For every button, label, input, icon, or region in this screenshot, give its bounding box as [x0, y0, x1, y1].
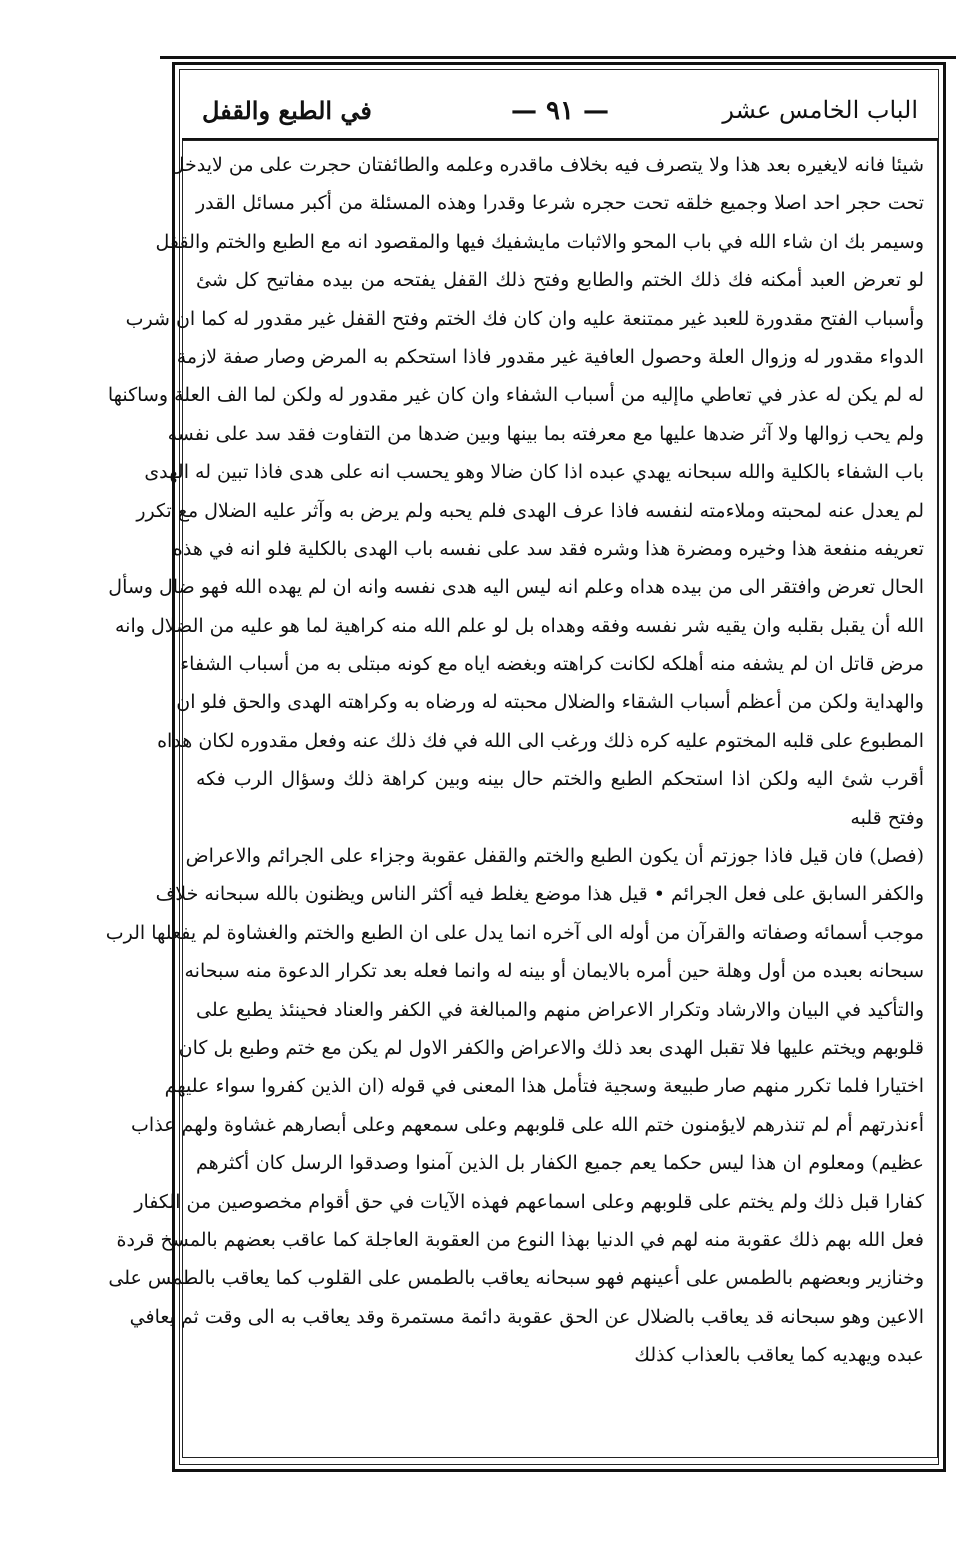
text-line: المطبوع على قلبه المختوم عليه كره ذلك ورغب الى الله في فك ذلك عنه وفعل مقدوره لكان هداه: [157, 729, 924, 752]
text-line: عظيم) ومعلوم ان هذا ليس حكما يعم جميع الكفار بل الذين آمنوا وصدقوا الرسل كان أكثرهم: [196, 1152, 924, 1175]
top-rule: [160, 56, 956, 59]
text-line: والتأكيد في البيان والارشاد وتكرار الاعراض منهم والمبالغة في الكفر والعناد فحينئذ يطبع على: [196, 998, 924, 1021]
text-line: لو تعرض العبد أمكنه فك ذلك الختم والطابع وفتح ذلك القفل يفتحه من بيده مفاتيح كل شئ: [196, 269, 924, 292]
text-line: اختيارا فلما تكرر منهم صار طبيعة وسجية فتأمل هذا المعنى في قوله (ان الذين كفروا سواء عليهم: [164, 1075, 924, 1098]
text-line: وفتح قلبه: [850, 806, 924, 829]
text-line: كفارا قبل ذلك ولم يختم على قلوبهم وعلى اسماعهم فهذه الآيات في حق أقوام مخصوصين من الكفار: [134, 1190, 924, 1213]
text-line: ولم يحب زوالها ولا آثر ضدها عليها مع معرفته بما بينها وبين ضدها من التفاوت فقد سد على نفسه: [167, 422, 924, 445]
text-line: لم يعدل عنه لمحبته وملاءمته لنفسه فاذا عرف الهدى فلم يحبه ولم يرض به وآثر عليه الضلال مع تكرر: [136, 499, 924, 522]
text-line: له لم يكن له عذر في تعاطي ماإليه من أسباب الشفاء وان كان غير مقدور له ولكن لما الف العلة وساكنها: [107, 384, 924, 407]
text-line: الحال تعرض وافتقر الى من بيده هداه وعلم انه ليس اليه هدى نفسه وانه ان لم يهده الله فهو ضال وسأل: [108, 576, 924, 599]
text-line: أءنذرتهم أم لم تنذرهم لايؤمنون ختم الله على قلوبهم وعلى سمعهم وعلى أبصارهم غشاوة ولهم عذاب: [131, 1113, 924, 1136]
text-line: تحت حجر احد اصلا وجميع خلقه تحت حجره شرعا وقدرا وهذه المسئلة من أكبر مسائل القدر: [196, 192, 924, 215]
text-line: تعريفه منفعة هذا وخيره ومضرة هذا وشره فقد سد على نفسه باب الهدى بالكلية فلو انه في هذه: [172, 537, 924, 560]
text-line: قلوبهم ويختم عليها فلا تقبل الهدى بعد ذلك والاعراض والكفر الاول لم يكن مع ختم وطبع بل كان: [178, 1036, 924, 1059]
body-text: [105, 146, 924, 1446]
text-line: الاعين وهو سبحانه قد يعاقب بالضلال عن الحق عقوبة دائمة مستمرة وقد يعاقب به الى وقت ثم يعافي: [129, 1305, 924, 1328]
text-line: وسيمر بك ان شاء الله في باب المحو والاثبات مايشفيك فيها والمقصود انه مع الطبع والختم والقفل: [155, 230, 924, 253]
text-line: موجب أسمائه وصفاته والقرآن من أوله الى آخره انما يدل على ان الطبع والختم والغشاوة لم يفعلها الرب: [105, 921, 924, 944]
text-line: وخنازير وبعضهم بالطمس على أعينهم فهو سبحانه يعاقب بالطمس على القلوب كما يعاقب بالطمس على: [108, 1267, 924, 1290]
text-line: عبده ويهديه كما يعاقب بالعذاب كذلك: [634, 1344, 924, 1367]
text-line: وأسباب الفتح مقدورة للعبد غير ممتنعة عليه وان كان فك الختم وفتح القفل غير مقدور له كما ان شرب: [125, 307, 924, 330]
text-line: شيئا فانه لايغيره بعد هذا ولا يتصرف فيه بخلاف ماقدره وعلمه والطائفتان حجرت على من لايدخل: [170, 154, 924, 176]
chapter-title: الباب الخامس عشر: [722, 96, 918, 124]
section-title: في الطبع والقفل: [202, 96, 372, 125]
page-number: — ٩١ —: [510, 96, 610, 126]
text-line: والكفر السابق على فعل الجرائم • قيل هذا موضع يغلط فيه أكثر الناس ويظنون بالله سبحانه خلاف: [155, 883, 924, 906]
text-line: فعل الله بهم ذلك عقوبة منه لهم في الدنيا بهذا النوع من العقوبة العاجلة كما عاقب بعضهم بالمسخ قردة: [116, 1228, 924, 1251]
text-line: الله أن يقبل بقلبه وان يقيه شر نفسه وفقه وهداه بل لو علم الله منه كراهية لما هو عليه من الضلال وانه: [114, 614, 924, 637]
text-line: باب الشفاء بالكلية والله سبحانه يهدي عبده اذا كان ضالا وهو يحسب انه على هدى فاذا تبين له الهدى: [144, 461, 924, 484]
text-line: الدواء مقدور له وزوال العلة وحصول العافية غير مقدور فاذا استحكم به المرض وصار صفة لازمة: [176, 345, 924, 368]
page-header: [182, 80, 938, 136]
text-line: والهداية ولكن من أعظم أسباب الشقاء والضلال محبته له ورضاه به وكراهته الهدى والحق فلو ان: [176, 691, 924, 714]
text-line: سبحانه بعبده من أول وهلة حين أمره بالايمان أو بينه له وانما فعله بعد تكرار الدعوة منه سبحانه: [184, 960, 924, 983]
text-line: مرض قاتل ان لم يشفه منه أهلكه لكانت كراهته وبغضه اياه مع كونه مبتلى به من أسباب الشفاء: [180, 653, 924, 676]
text-line: (فصل) فان قيل فاذا جوزتم أن يكون الطبع والختم والقفل عقوبة وجزاء على الجرائم والاعراض: [185, 845, 924, 868]
text-line: أقرب شئ اليه ولكن اذا استحكم الطبع والختم حال بينه وبين كراهة ذلك وسؤال الرب فكه: [196, 768, 924, 791]
